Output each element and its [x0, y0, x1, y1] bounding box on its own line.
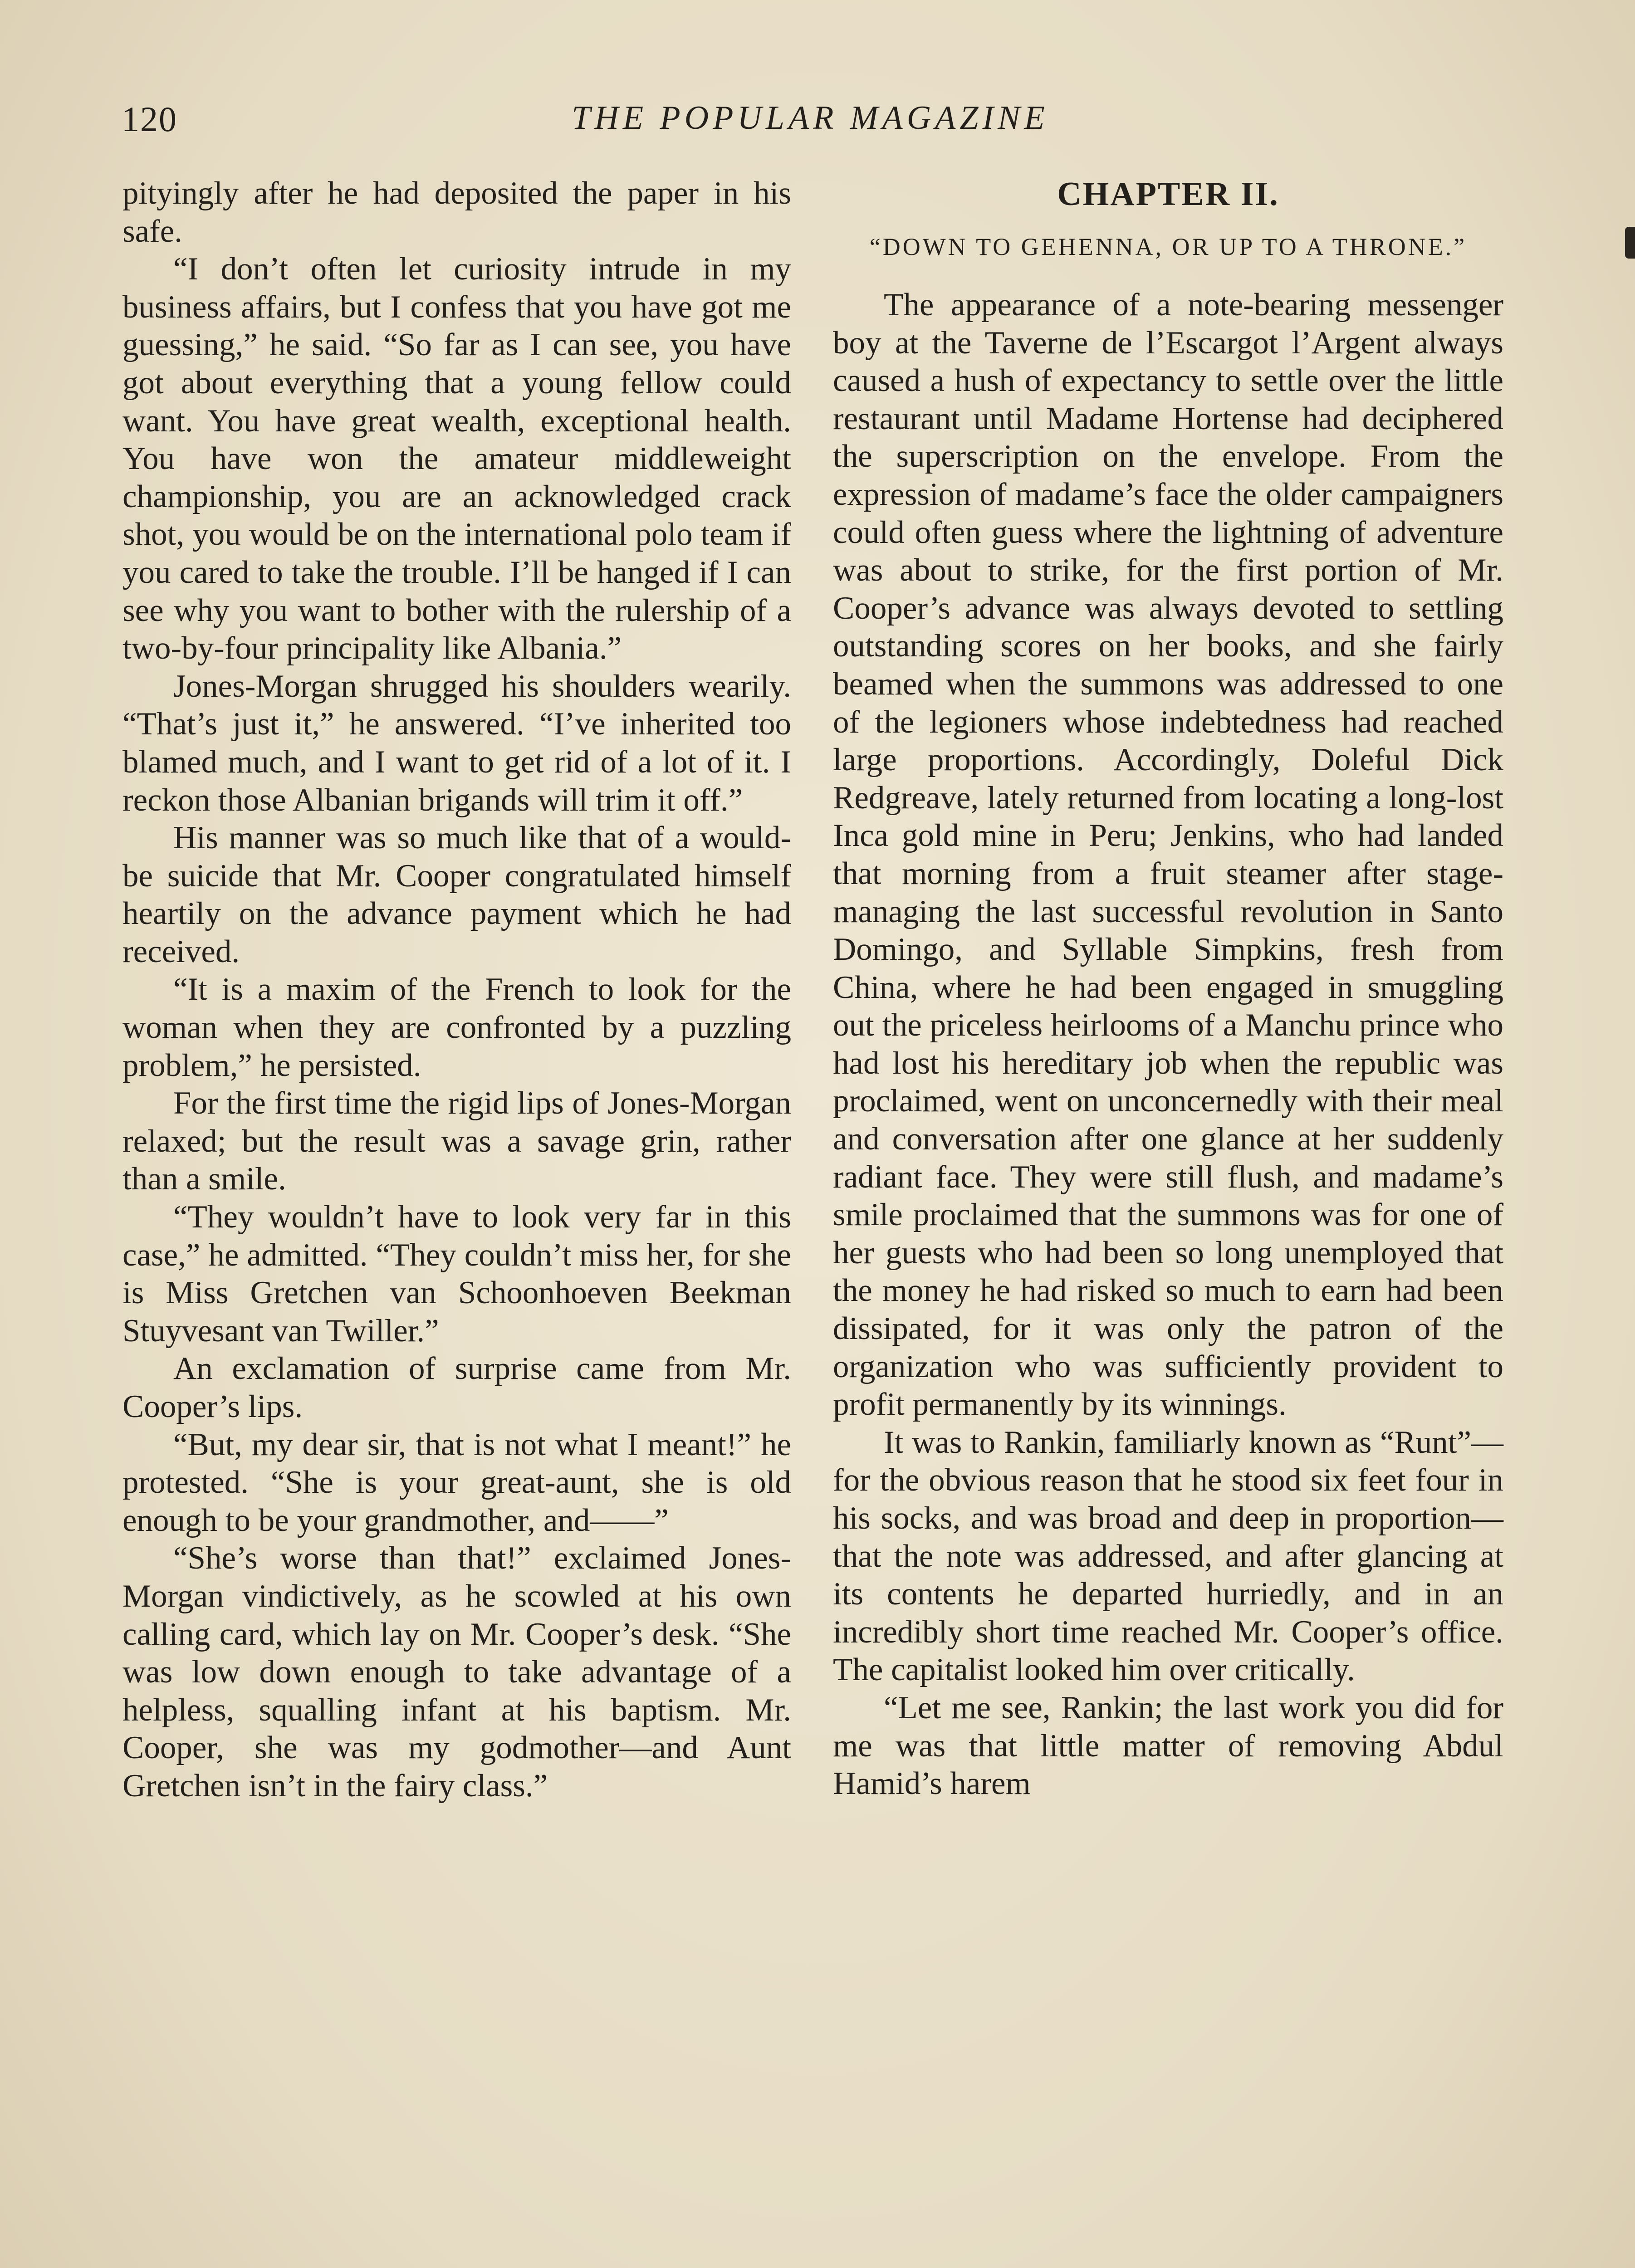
- paragraph: “It is a maxim of the French to look for the woman when they are confronted by a puzzling problem,” he persisted.: [122, 972, 791, 1083]
- paragraph: “They wouldn’t have to look very far in this case,” he admitted. “They couldn’t miss her, for she is Miss Gretchen van Schoonhoeven Beekman Stuyvesant van Twiller.”: [122, 1199, 791, 1349]
- paragraph: The appearance of a note-bearing messenger boy at the Taverne de l’Escargot l’Argent always caused a hush of expectancy to settle over the little restaurant until Madame Hortense had deciphered the superscription on the envelope. From the expression of madame’s face the older campaigners could often guess where the lightning of adventure was about to strike, for the first portion of Mr. Cooper’s advance was always devoted to settling outstanding scores on her books, and she fairly beamed when the summons was addressed to one of the legioners whose indebtedness had reached large proportions. Accordingly, Doleful Dick Redgreave, lately returned from locating a long-lost Inca gold mine in Peru; Jenkins, who had landed that morning from a fruit steamer after stage-managing the last successful revolution in Santo Domingo, and Syllable Simpkins, fresh from China, where he had been engaged in smuggling out the priceless heirlooms of a Manchu prince who had lost his hereditary job when the republic was proclaimed, went on unconcernedly with their meal and conversation after one glance at her suddenly radiant face. They were still flush, and madame’s smile proclaimed that the summons was for one of her guests who had been so long unemployed that the money he had risked so much to earn had been dissipated, for it was only the patron of the organization who was sufficiently provident to profit permanently by its winnings.: [833, 287, 1503, 1422]
- running-head: [122, 99, 1499, 149]
- paragraph: “Let me see, Rankin; the last work you did for me was that little matter of removing Abdul Hamid’s harem: [833, 1690, 1503, 1802]
- paragraph: “I don’t often let curiosity intrude in my business affairs, but I confess that you have got me guessing,” he said. “So far as I can see, you have got about everything that a young fellow could want. You have great wealth, exceptional health. You have won the amateur middleweight championship, you are an acknowledged crack shot, you would be on the international polo team if you cared to take the trouble. I’ll be hanged if I can see why you want to bother with the rulership of a two-by-four principality like Albania.”: [122, 251, 791, 666]
- page-edge-mark: [1625, 227, 1635, 259]
- paragraph: His manner was so much like that of a would-be suicide that Mr. Cooper congratulated himself heartily on the advance payment which he had received.: [122, 820, 791, 969]
- paragraph: pityingly after he had deposited the paper in his safe.: [122, 176, 791, 249]
- chapter-title: CHAPTER II.: [1057, 176, 1279, 213]
- paragraph: “But, my dear sir, that is not what I meant!” he protested. “She is your great-aunt, she is old enough to be your grandmother, and——”: [122, 1427, 791, 1538]
- left-column: [122, 175, 791, 1805]
- chapter-subtitle: “DOWN TO GEHENNA, OR UP TO A THRONE.”: [869, 233, 1467, 260]
- paragraph: “She’s worse than that!” exclaimed Jones-Morgan vindictively, as he scowled at his own calling card, which lay on Mr. Cooper’s desk. “She was low down enough to take advantage of a helpless, squalling infant at his baptism. Mr. Cooper, she was my godmother—and Aunt Gretchen isn’t in the fairy class.”: [122, 1540, 791, 1804]
- paragraph: For the first time the rigid lips of Jones-Morgan relaxed; but the result was a savage grin, rather than a smile.: [122, 1085, 791, 1197]
- paragraph: It was to Rankin, familiarly known as “Runt”—for the obvious reason that he stood six feet four in his socks, and was broad and deep in proportion—that the note was addressed, and after glancing at its contents he departed hurriedly, and in an incredibly short time reached Mr. Cooper’s office. The capitalist looked him over critically.: [833, 1424, 1503, 1688]
- right-column: [833, 175, 1503, 1803]
- magazine-title: THE POPULAR MAGAZINE: [572, 99, 1049, 137]
- paragraph: Jones-Morgan shrugged his shoulders wearily. “That’s just it,” he answered. “I’ve inherited too blamed much, and I want to get rid of a lot of it. I reckon those Albanian brigands will trim it off.”: [122, 668, 791, 818]
- page-number: 120: [122, 99, 177, 139]
- paragraph: An exclamation of surprise came from Mr. Cooper’s lips.: [122, 1351, 791, 1424]
